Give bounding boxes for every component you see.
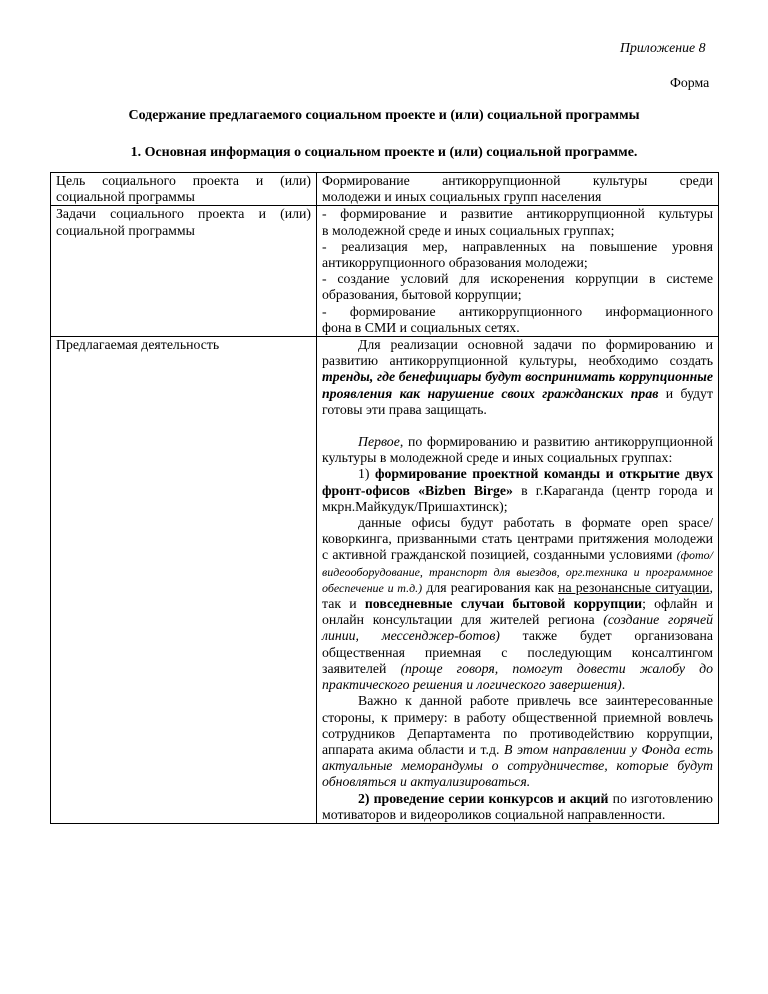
goal-label-cell [51,173,317,206]
project-info-table [50,172,719,824]
first-word: Первое [358,434,400,450]
tasks-label-cell [51,206,317,337]
offices-text-g: ; офлайн и онлайн консультации для жителей региона [322,596,714,628]
goal-value-line2: молодежи и иных социальных групп населения [322,189,602,205]
tasks-line8: фона в СМИ и социальных сетях. [322,319,520,335]
intro-text: Для реализации основной задачи по формированию и развитию антикоррупционной культуры, необходимо создать [322,337,713,369]
offices-resonant: на резонансные ситуации [558,579,710,595]
paragraph-gap [322,418,713,434]
table-row-tasks [51,206,719,337]
table-row-goal [51,173,719,206]
goal-value-cell [317,173,719,206]
tasks-line6: образования, бытовой коррупции; [322,287,522,303]
item2-text: по изготовлению мотиваторов и видеороликов социальной направленности. [322,790,713,822]
offices-text-c: для реагирования как [422,579,559,595]
item2-title: 2) проведение серии конкурсов и акций [358,790,609,806]
tasks-line2: в молодежной среде и иных социальных группах; [322,222,615,238]
offices-text-i: также будет организована общественная приемная с последующим консалтингом заявителей [322,628,713,676]
activity-label: Предлагаемая деятельность [56,337,220,353]
goal-label-line2: социальной программы [56,189,195,205]
offices-text-e: , так и [322,579,713,612]
activity-item-1 [322,466,713,515]
offices-consulting-note: (проще говоря, помогут довести жалобу до практического решения и логического завершения) [322,660,713,693]
tasks-line3: - реализация мер, направленных на повышение уровня [322,238,713,254]
stakeholders-memorandums: В этом направлении у Фонда есть актуальные меморандумы о сотрудничестве, которые будут обновляться и актуализироваться. [322,741,713,790]
activity-offices-paragraph [322,515,713,693]
offices-everyday-cases: повседневные случаи бытовой коррупции [364,596,643,612]
tasks-label-line1: Задачи социального проекта и (или) [56,206,311,222]
form-label: Форма [670,75,710,90]
tasks-line4: антикоррупционного образования молодежи; [322,255,588,271]
item1-number: 1) [358,466,375,482]
intro-end: и будут готовы эти права защищать. [322,385,713,417]
tasks-line7: - формирование антикоррупционного информационного [322,303,713,319]
offices-hotline-note: (создание горячей линии, мессенджер-ботов) [322,612,713,644]
section-heading: 1. Основная информация о социальном проекте и (или) социальной программе. [130,145,638,160]
activity-item-2 [322,791,713,823]
goal-value-line1: Формирование антикоррупционной культуры среди [322,173,713,188]
activity-paragraph-intro [322,337,713,418]
table-row-activity [51,337,719,824]
activity-paragraph-first [322,434,713,466]
tasks-line5: - создание условий для искоренения коррупции в системе [322,271,713,287]
offices-text-a: данные офисы будут работать в формате open space/коворкинга, призванными стать центрами притяжения молодежи с активной гражданской позицией, созданными условиями [322,515,713,563]
offices-text-end: . [621,677,626,693]
tasks-label-line2: социальной программы [56,222,195,238]
tasks-value-cell [317,206,719,337]
intro-emphasis: тренды, где бенефициары будут воспринимать коррупционные проявления как нарушение своих гражданских прав [322,369,713,401]
item1-title: формирование проектной команды и открытие двух фронт-офисов «Bizben Birge» [322,466,713,498]
first-text: , по формированию и развитию антикоррупционной культуры в молодежной среде и иных социальных группах: [322,434,713,466]
annex-label: Приложение 8 [620,40,706,55]
item1-text: в г.Караганда (центр города и мкрн.Майкудук/Пришахтинск); [322,482,713,514]
stakeholders-text: Важно к данной работе привлечь все заинтересованные стороны, к примеру: в работу общественной приемной вовлечь сотрудников Департамента по противодействию коррупции, аппарата акима области и т.д. [322,693,713,757]
activity-label-cell [51,337,317,824]
tasks-line1: - формирование и развитие антикоррупционной культуры [322,206,713,222]
document-title: Содержание предлагаемого социальном проекте и (или) социальной программы [128,108,640,123]
activity-stakeholders-paragraph [322,693,713,790]
offices-equipment-note: (фото/видеооборудование, транспорт для выездов, орг.техника и программное обеспечение и т.д.) [322,548,713,595]
activity-value-cell [317,337,719,824]
goal-label-line1: Цель социального проекта и (или) [56,173,311,188]
